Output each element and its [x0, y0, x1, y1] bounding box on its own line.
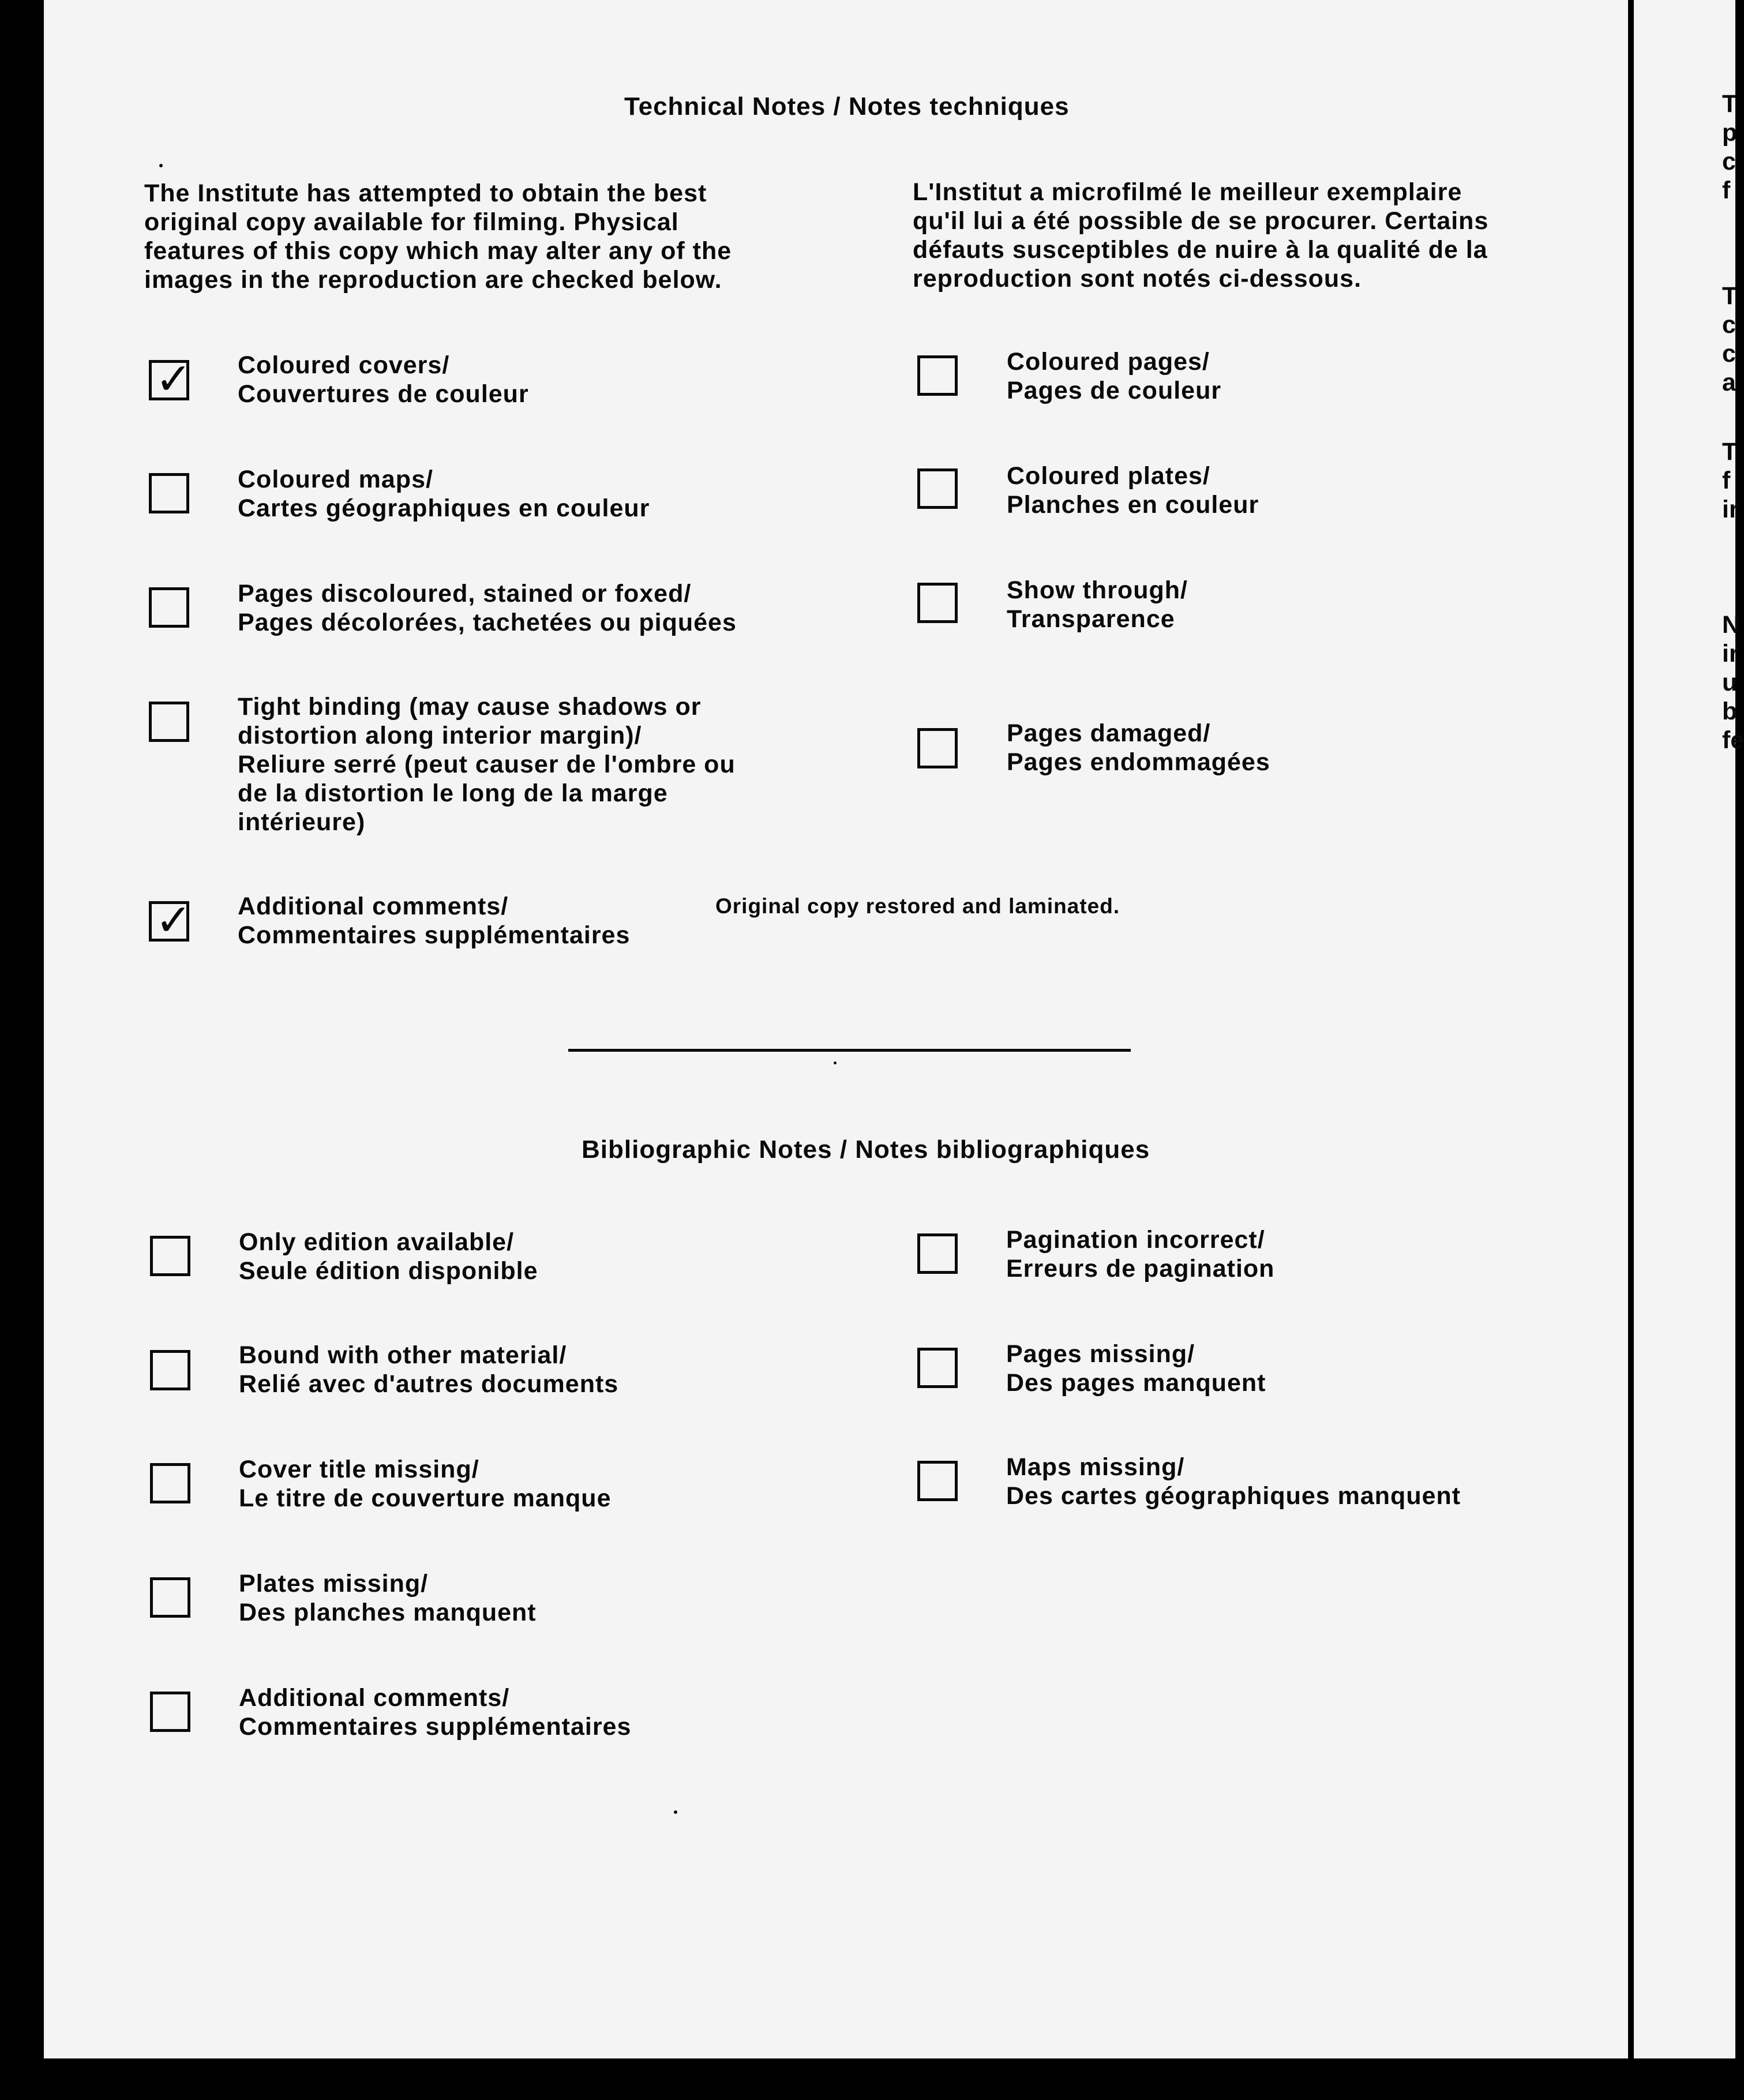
item-label: Le titre de couverture manque: [239, 1484, 612, 1512]
checkbox-pages-discoloured[interactable]: [149, 587, 189, 628]
additional-comment-text: Original copy restored and laminated.: [715, 894, 1120, 918]
checkbox-cover-title-missing[interactable]: [150, 1463, 190, 1503]
edge-fragment: ir: [1722, 496, 1739, 523]
item-label: Only edition available/: [239, 1228, 515, 1256]
item-label: Show through/: [1007, 576, 1188, 604]
item-label: Coloured pages/: [1007, 348, 1210, 376]
item-label: Maps missing/: [1006, 1453, 1185, 1481]
item-label: Pages discoloured, stained or foxed/: [238, 580, 692, 608]
checkmark-icon: ✓: [155, 353, 192, 404]
edge-fragment: c: [1722, 340, 1736, 367]
checkbox-pages-missing[interactable]: [917, 1348, 958, 1388]
bibliographic-notes-title: Bibliographic Notes / Notes bibliographiques: [582, 1135, 1150, 1164]
item-label: de la distortion le long de la marge: [238, 779, 668, 807]
intro-en-line: The Institute has attempted to obtain the best: [144, 179, 707, 207]
checkbox-only-edition[interactable]: [150, 1236, 190, 1276]
checkbox-coloured-plates[interactable]: [917, 468, 958, 509]
item-label: Pages damaged/: [1007, 719, 1211, 747]
item-label: Bound with other material/: [239, 1341, 567, 1369]
checkbox-additional-comments[interactable]: [149, 894, 192, 946]
edge-fragment: f: [1722, 177, 1731, 204]
edge-fragment: b: [1722, 697, 1738, 725]
scan-speck: [159, 164, 163, 167]
scan-speck: [834, 1062, 837, 1064]
edge-fragment: f: [1722, 467, 1731, 494]
item-label: Additional comments/: [239, 1684, 510, 1712]
edge-fragment: T: [1722, 90, 1738, 118]
item-label: Plates missing/: [239, 1570, 429, 1597]
section-divider: [568, 1049, 1131, 1052]
item-label: Tight binding (may cause shadows or: [238, 693, 702, 721]
edge-fragment: c: [1722, 148, 1736, 175]
checkbox-bound-with[interactable]: [150, 1350, 190, 1390]
edge-fragment: N: [1722, 611, 1741, 639]
checkbox-pages-damaged[interactable]: [917, 728, 958, 768]
item-label: Planches en couleur: [1007, 491, 1259, 519]
adjacent-sheet: [1634, 0, 1738, 2058]
intro-en-line: features of this copy which may alter any of the: [144, 237, 732, 265]
item-label: Reliure serré (peut causer de l'ombre ou: [238, 751, 736, 778]
technical-notes-title: Technical Notes / Notes techniques: [624, 92, 1070, 121]
checkbox-coloured-maps[interactable]: [149, 473, 189, 513]
item-label: distortion along interior margin)/: [238, 722, 642, 749]
checkbox-pagination-incorrect[interactable]: [917, 1233, 958, 1274]
paper-sheet: [44, 0, 1628, 2058]
item-label: Cover title missing/: [239, 1456, 479, 1483]
intro-fr-line: reproduction sont notés ci-dessous.: [913, 265, 1362, 292]
item-label: intérieure): [238, 808, 366, 836]
item-label: Additional comments/: [238, 892, 509, 920]
item-label: Des planches manquent: [239, 1599, 537, 1626]
edge-fragment: a: [1722, 369, 1736, 396]
item-label: Coloured maps/: [238, 466, 433, 493]
edge-fragment: u: [1722, 669, 1738, 696]
checkbox-bib-additional-comments[interactable]: [150, 1692, 190, 1732]
edge-fragment: T: [1722, 438, 1738, 466]
intro-en-line: original copy available for filming. Physical: [144, 208, 679, 236]
item-label: Pages décolorées, tachetées ou piquées: [238, 609, 737, 636]
intro-fr-line: L'Institut a microfilmé le meilleur exemplaire: [913, 178, 1462, 206]
edge-fragment: fe: [1722, 726, 1744, 754]
item-label: Commentaires supplémentaires: [239, 1713, 632, 1741]
edge-fragment: ir: [1722, 640, 1739, 667]
checkbox-coloured-pages[interactable]: [917, 355, 958, 396]
checkbox-maps-missing[interactable]: [917, 1461, 958, 1501]
item-label: Coloured covers/: [238, 351, 450, 379]
item-label: Coloured plates/: [1007, 462, 1210, 490]
item-label: Couvertures de couleur: [238, 380, 529, 408]
item-label: Des pages manquent: [1006, 1369, 1266, 1397]
item-label: Pages missing/: [1006, 1340, 1195, 1368]
item-label: Transparence: [1007, 605, 1175, 633]
checkbox-coloured-covers[interactable]: [149, 353, 192, 404]
edge-fragment: T: [1722, 282, 1738, 310]
item-label: Des cartes géographiques manquent: [1006, 1482, 1461, 1510]
checkbox-show-through[interactable]: [917, 583, 958, 623]
item-label: Commentaires supplémentaires: [238, 921, 631, 949]
intro-en-line: images in the reproduction are checked below.: [144, 266, 722, 294]
item-label: Seule édition disponible: [239, 1257, 538, 1285]
intro-fr-line: défauts susceptibles de nuire à la qualité de la: [913, 236, 1488, 264]
item-label: Pages de couleur: [1007, 377, 1222, 404]
item-label: Pagination incorrect/: [1006, 1226, 1265, 1254]
checkbox-tight-binding[interactable]: [149, 702, 189, 742]
item-label: Relié avec d'autres documents: [239, 1370, 619, 1398]
scan-speck: [674, 1810, 677, 1814]
checkbox-plates-missing[interactable]: [150, 1577, 190, 1618]
checkmark-icon: ✓: [155, 894, 192, 946]
item-label: Cartes géographiques en couleur: [238, 494, 650, 522]
edge-fragment: p: [1722, 119, 1738, 147]
edge-fragment: c: [1722, 311, 1736, 339]
item-label: Pages endommagées: [1007, 748, 1270, 776]
item-label: Erreurs de pagination: [1006, 1255, 1275, 1282]
intro-fr-line: qu'il lui a été possible de se procurer. Certains: [913, 207, 1489, 235]
